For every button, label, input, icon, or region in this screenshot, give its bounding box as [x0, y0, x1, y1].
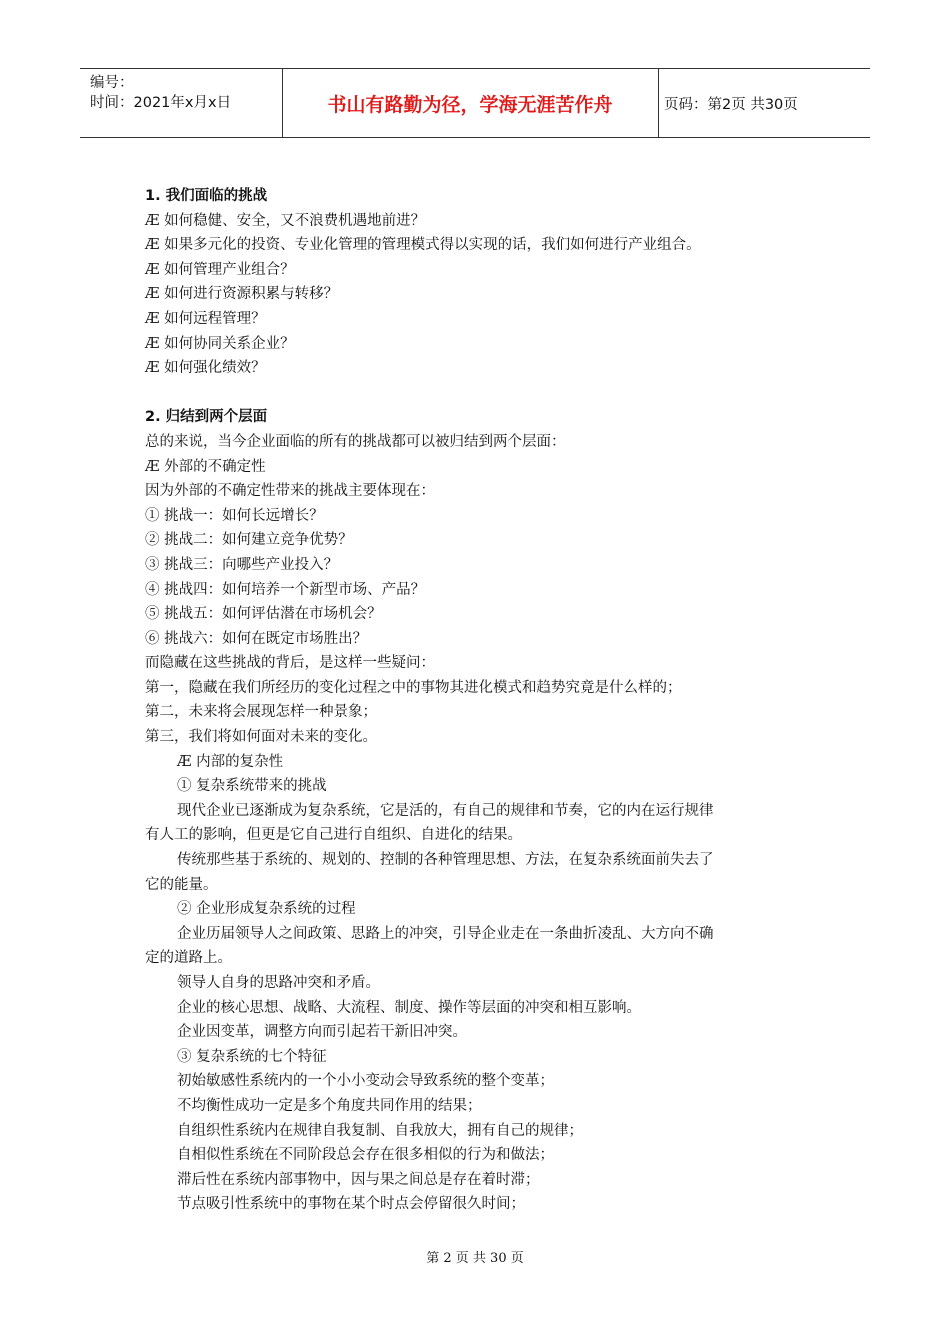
paragraph-line: 定的道路上。 — [145, 950, 232, 967]
paragraph-line: 企业历届领导人之间政策、思路上的冲突，引导企业走在一条曲折凌乱、大方向不确 — [177, 925, 714, 942]
list-item: 自相似性系统在不同阶段总会存在很多相似的行为和做法； — [177, 1147, 554, 1164]
list-item: 节点吸引性系统中的事物在某个时点会停留很久时间； — [177, 1196, 525, 1213]
list-item: Æ 如何协同关系企业？ — [145, 335, 295, 352]
paragraph-line: 传统那些基于系统的、规划的、控制的各种管理思想、方法，在复杂系统面前失去了 — [177, 852, 714, 869]
numbered-challenges — [145, 504, 825, 652]
subheading: ① 复杂系统带来的挑战 — [177, 778, 327, 795]
list-item: 第三，我们将如何面对未来的变化。 — [145, 729, 377, 746]
list-item: 滞后性在系统内部事物中，因与果之间总是存在着时滞； — [177, 1171, 540, 1188]
subheading: Æ 外部的不确定性 — [145, 458, 266, 475]
date-line: 时间：2021年x月x日 — [90, 95, 232, 111]
section-heading: 2. 归结到两个层面 — [145, 409, 268, 426]
document-body — [145, 184, 825, 1217]
list-item: 第二，未来将会展现怎样一种景象； — [145, 704, 377, 721]
paragraph: 总的来说，当今企业面临的所有的挑战都可以被归结到两个层面： — [145, 433, 566, 450]
list-item: Æ 如何远程管理？ — [145, 310, 266, 327]
list-item: ③ 挑战三：向哪些产业投入？ — [145, 556, 339, 573]
subheading: ② 企业形成复杂系统的过程 — [177, 901, 356, 918]
challenge-list — [145, 209, 825, 381]
paragraph: 企业因变革，调整方向而引起若干新旧冲突。 — [177, 1024, 467, 1041]
list-item: Æ 如果多元化的投资、专业化管理的管理模式得以实现的话，我们如何进行产业组合。 — [145, 237, 701, 254]
section-heading: 1. 我们面临的挑战 — [145, 188, 268, 204]
list-item: ④ 挑战四：如何培养一个新型市场、产品？ — [145, 581, 426, 598]
header-motto: 书山有路勤为径，学海无涯苦作舟 — [327, 93, 613, 116]
list-item: ⑥ 挑战六：如何在既定市场胜出？ — [145, 630, 368, 647]
list-item: 不均衡性成功一定是多个角度共同作用的结果； — [177, 1097, 482, 1114]
list-item: 初始敏感性系统内的一个小小变动会导致系统的整个变革； — [177, 1073, 554, 1090]
paragraph-line: 现代企业已逐渐成为复杂系统，它是活的，有自己的规律和节奏，它的内在运行规律 — [177, 802, 714, 819]
header-meta — [90, 73, 231, 113]
list-item: Æ 如何进行资源积累与转移？ — [145, 286, 339, 303]
list-item: Æ 如何强化绩效？ — [145, 360, 266, 377]
paragraph: 因为外部的不确定性带来的挑战主要体现在： — [145, 483, 435, 500]
list-item: ② 挑战二：如何建立竞争优势？ — [145, 532, 353, 549]
serial-label: 编号： — [90, 75, 134, 91]
list-item: ① 挑战一：如何长远增长？ — [145, 507, 324, 524]
feature-list — [145, 1069, 825, 1217]
header-page-info: 页码：第2页 共30页 — [664, 96, 798, 113]
page-header — [80, 68, 870, 138]
paragraph: 而隐藏在这些挑战的背后，是这样一些疑问： — [145, 655, 435, 672]
list-item: ⑤ 挑战五：如何评估潜在市场机会？ — [145, 606, 382, 623]
header-divider — [658, 69, 659, 137]
subheading: Æ 内部的复杂性 — [177, 753, 284, 770]
page-footer: 第 2 页 共 30 页 — [426, 1251, 524, 1266]
list-item: 第一，隐藏在我们所经历的变化过程之中的事物其进化模式和趋势究竟是什么样的； — [145, 679, 682, 696]
paragraph: 领导人自身的思路冲突和矛盾。 — [177, 975, 380, 991]
list-item: Æ 如何管理产业组合？ — [145, 261, 295, 278]
list-item: Æ 如何稳健、安全，又不浪费机遇地前进？ — [145, 212, 426, 229]
spacer — [145, 381, 825, 406]
paragraph-line: 有人工的影响，但更是它自己进行自组织、自进化的结果。 — [145, 827, 522, 844]
paragraph: 企业的核心思想、战略、大流程、制度、操作等层面的冲突和相互影响。 — [177, 999, 641, 1016]
paragraph-line: 它的能量。 — [145, 876, 218, 893]
subheading: ③ 复杂系统的七个特征 — [177, 1048, 327, 1065]
list-item: 自组织性系统内在规律自我复制、自我放大，拥有自己的规律； — [177, 1122, 583, 1139]
